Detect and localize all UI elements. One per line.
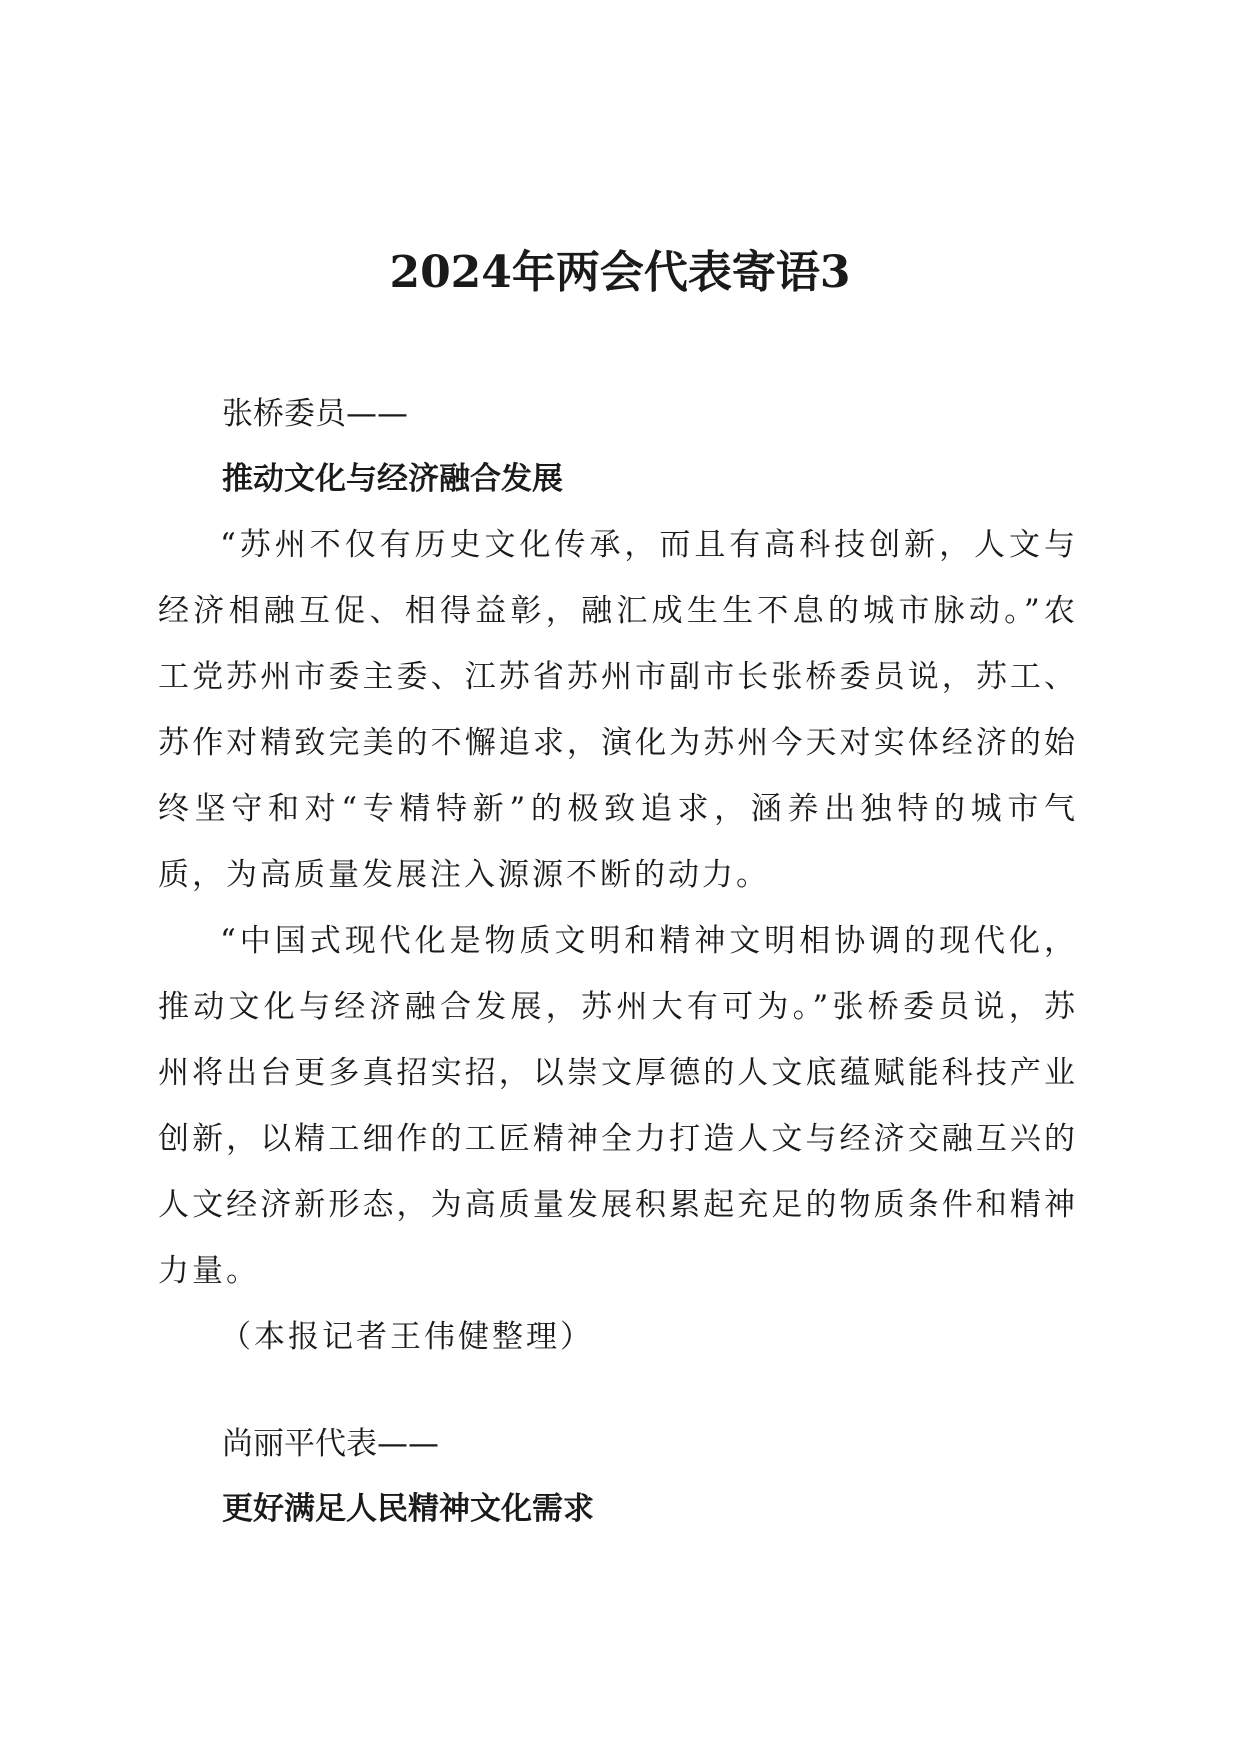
section-zhang-qiao xyxy=(158,382,1078,1370)
page-title: 2024年两会代表寄语3 xyxy=(389,247,851,298)
section-shang-liping xyxy=(158,1412,1078,1542)
speaker-name: 尚丽平代表—— xyxy=(222,1426,439,1462)
reporter-credit: （本报记者王伟健整理） xyxy=(220,1319,594,1355)
body-paragraph: “中国式现代化是物质文明和精神文明相协调的现代化，推动文化与经济融合发展，苏州大有可为。”张桥委员说，苏州将出台更多真招实招，以崇文厚德的人文底蕴赋能科技产业创新，以精工细作的工匠精神全力打造人文与经济交融互兴的人文经济新形态，为高质量发展积累起充足的物质条件和精神力量。 xyxy=(158,923,1078,1289)
speaker-name: 张桥委员—— xyxy=(222,396,408,432)
section-headline: 推动文化与经济融合发展 xyxy=(222,461,563,497)
section-headline: 更好满足人民精神文化需求 xyxy=(222,1491,594,1527)
body-paragraph: “苏州不仅有历史文化传承，而且有高科技创新，人文与经济相融互促、相得益彰，融汇成生生不息的城市脉动。”农工党苏州市委主委、江苏省苏州市副市长张桥委员说，苏工、苏作对精致完美的不懈追求，演化为苏州今天对实体经济的始终坚守和对“专精特新”的极致追求，涵养出独特的城市气质，为高质量发展注入源源不断的动力。 xyxy=(158,527,1078,893)
